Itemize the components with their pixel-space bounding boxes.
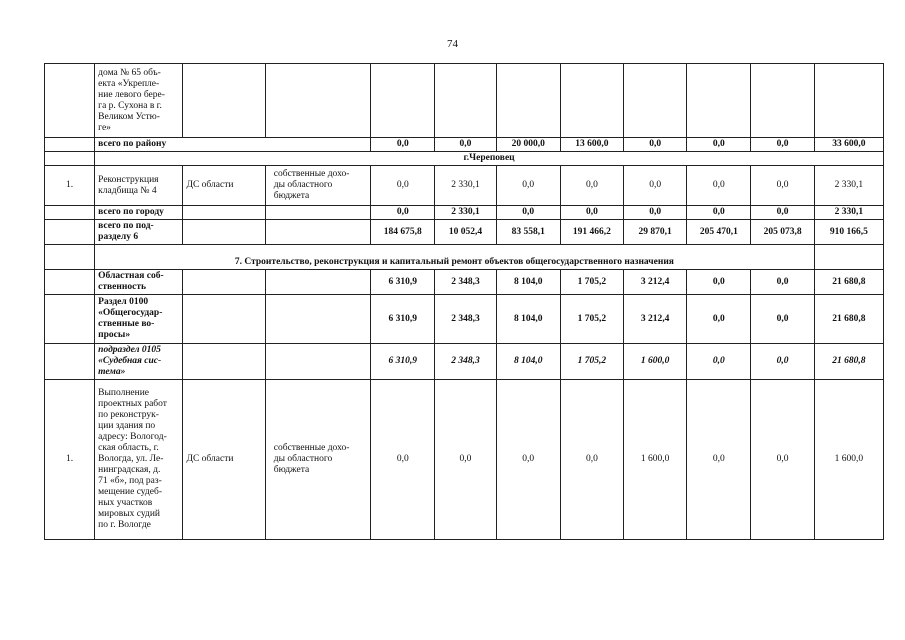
value-cell: 0,0 bbox=[687, 166, 751, 206]
source-cell: собственные дохо- ды областного бюджета bbox=[265, 166, 370, 206]
value-cell: 0,0 bbox=[371, 380, 435, 540]
table-row bbox=[45, 138, 884, 152]
value-cell: 0,0 bbox=[496, 166, 560, 206]
value-cell: 0,0 bbox=[751, 344, 814, 380]
table-row bbox=[45, 344, 884, 380]
total-label: всего по району bbox=[95, 138, 371, 152]
value-cell: 0,0 bbox=[624, 138, 687, 152]
category-label: Областная соб- ственность bbox=[95, 270, 183, 295]
total-label: всего по под- разделу 6 bbox=[95, 220, 183, 245]
table-row bbox=[45, 166, 884, 206]
source-cell: собственные дохо- ды областного бюджета bbox=[265, 380, 370, 540]
table-row bbox=[45, 380, 884, 540]
value-cell: 1 600,0 bbox=[814, 380, 883, 540]
value-cell: 0,0 bbox=[371, 206, 435, 220]
table-row bbox=[45, 295, 884, 344]
value-cell: 0,0 bbox=[496, 206, 560, 220]
value-cell: 0,0 bbox=[751, 166, 814, 206]
value-cell: 6 310,9 bbox=[371, 270, 435, 295]
value-cell: 0,0 bbox=[624, 166, 687, 206]
value-cell: 1 705,2 bbox=[560, 344, 623, 380]
value-cell: 0,0 bbox=[624, 206, 687, 220]
value-cell: 21 680,8 bbox=[814, 344, 883, 380]
value-cell: 0,0 bbox=[560, 166, 623, 206]
value-cell: 2 348,3 bbox=[435, 270, 496, 295]
value-cell: 184 675,8 bbox=[371, 220, 435, 245]
value-cell: 21 680,8 bbox=[814, 270, 883, 295]
table-row bbox=[45, 206, 884, 220]
category-label: подраздел 0105 «Судебная сис- тема» bbox=[95, 344, 183, 380]
value-cell: 1 600,0 bbox=[624, 344, 687, 380]
value-cell: 0,0 bbox=[751, 270, 814, 295]
object-name-cell: Реконструкция кладбища № 4 bbox=[95, 166, 183, 206]
object-name-cell: дома № 65 объ- екта «Укрепле- ние левого бере- га р. Сухона в г. Великом Устю- ге» bbox=[95, 64, 183, 138]
value-cell: 0,0 bbox=[687, 270, 751, 295]
row-number: 1. bbox=[45, 380, 95, 540]
value-cell: 2 330,1 bbox=[814, 166, 883, 206]
value-cell: 0,0 bbox=[435, 380, 496, 540]
value-cell: 0,0 bbox=[687, 344, 751, 380]
value-cell: 0,0 bbox=[560, 206, 623, 220]
value-cell: 2 330,1 bbox=[435, 206, 496, 220]
value-cell: 205 073,8 bbox=[751, 220, 814, 245]
value-cell: 29 870,1 bbox=[624, 220, 687, 245]
table-row bbox=[45, 270, 884, 295]
section-heading: г.Череповец bbox=[95, 152, 884, 166]
value-cell: 83 558,1 bbox=[496, 220, 560, 245]
value-cell: 0,0 bbox=[751, 138, 814, 152]
row-number: 1. bbox=[45, 166, 95, 206]
value-cell: 0,0 bbox=[751, 206, 814, 220]
value-cell: 2 330,1 bbox=[435, 166, 496, 206]
value-cell: 0,0 bbox=[435, 138, 496, 152]
customer-cell: ДС области bbox=[183, 380, 265, 540]
value-cell: 2 330,1 bbox=[814, 206, 883, 220]
value-cell: 191 466,2 bbox=[560, 220, 623, 245]
value-cell: 1 600,0 bbox=[624, 380, 687, 540]
value-cell: 0,0 bbox=[371, 166, 435, 206]
value-cell: 2 348,3 bbox=[435, 295, 496, 344]
value-cell: 0,0 bbox=[687, 206, 751, 220]
value-cell: 0,0 bbox=[371, 138, 435, 152]
value-cell: 0,0 bbox=[560, 380, 623, 540]
budget-table bbox=[44, 63, 884, 540]
value-cell: 3 212,4 bbox=[624, 270, 687, 295]
total-label: всего по городу bbox=[95, 206, 183, 220]
section-heading: 7. Строительство, реконструкция и капитальный ремонт объектов общегосударственного назначения bbox=[95, 245, 815, 270]
value-cell: 0,0 bbox=[687, 380, 751, 540]
value-cell: 3 212,4 bbox=[624, 295, 687, 344]
value-cell: 0,0 bbox=[496, 380, 560, 540]
value-cell: 0,0 bbox=[751, 295, 814, 344]
value-cell: 2 348,3 bbox=[435, 344, 496, 380]
value-cell: 910 166,5 bbox=[814, 220, 883, 245]
value-cell: 1 705,2 bbox=[560, 270, 623, 295]
value-cell: 8 104,0 bbox=[496, 270, 560, 295]
value-cell: 1 705,2 bbox=[560, 295, 623, 344]
table-row bbox=[45, 245, 884, 270]
value-cell: 6 310,9 bbox=[371, 344, 435, 380]
value-cell: 6 310,9 bbox=[371, 295, 435, 344]
value-cell: 33 600,0 bbox=[814, 138, 883, 152]
value-cell: 20 000,0 bbox=[496, 138, 560, 152]
value-cell: 8 104,0 bbox=[496, 295, 560, 344]
value-cell: 0,0 bbox=[687, 138, 751, 152]
value-cell: 21 680,8 bbox=[814, 295, 883, 344]
value-cell: 10 052,4 bbox=[435, 220, 496, 245]
value-cell: 0,0 bbox=[751, 380, 814, 540]
category-label: Раздел 0100 «Общегосудар- ственные во- просы» bbox=[95, 295, 183, 344]
customer-cell: ДС области bbox=[183, 166, 265, 206]
value-cell: 8 104,0 bbox=[496, 344, 560, 380]
value-cell: 205 470,1 bbox=[687, 220, 751, 245]
value-cell: 0,0 bbox=[687, 295, 751, 344]
object-name-cell: Выполнение проектных работ по реконструк- ции здания по адресу: Вологод- ская область, г. Вологда, ул. Ле- нинградская, д. 71 «б», под раз- мещение судеб- ных участков мировых судий по г. Вологде bbox=[95, 380, 183, 540]
value-cell: 13 600,0 bbox=[560, 138, 623, 152]
table-row bbox=[45, 220, 884, 245]
table-row bbox=[45, 64, 884, 138]
page-number: 74 bbox=[447, 38, 458, 50]
table-row bbox=[45, 152, 884, 166]
